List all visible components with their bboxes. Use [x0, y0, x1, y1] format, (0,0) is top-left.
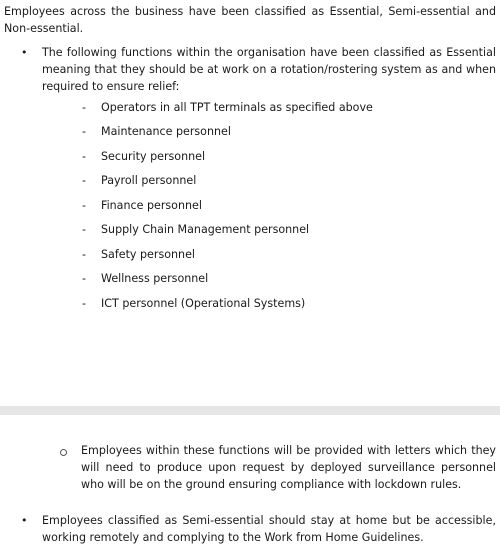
list-item — [0, 123, 420, 141]
list-item — [0, 295, 420, 313]
list-item — [0, 246, 420, 264]
sub-bullet-text: Employees within these functions will be provided with letters which they will need to produce upon request by deployed surveillance personnel who will be on the ground ensuring compliance with lockdown rules. — [81, 444, 496, 491]
list-item — [0, 221, 420, 239]
bullet-marker: • — [21, 46, 28, 59]
essential-bullet-text: The following functions within the organisation have been classified as Essential meaning that they should be at work on a rotation/rostering system as and when required to ensure relief: — [42, 46, 496, 93]
bullet-marker: • — [21, 514, 28, 527]
list-item — [0, 148, 420, 166]
function-label: Supply Chain Management personnel — [101, 223, 310, 236]
function-label: Safety personnel — [101, 248, 195, 261]
intro-paragraph: Employees across the business have been classified as Essential, Semi-essential and Non-essential. — [4, 5, 496, 35]
dash-marker: - — [82, 272, 87, 285]
dash-marker: - — [82, 248, 87, 261]
function-label: ICT personnel (Operational Systems) — [101, 297, 306, 310]
function-label: Payroll personnel — [101, 174, 197, 187]
list-item — [0, 270, 420, 288]
semi-essential-bullet-text: Employees classified as Semi-essential should stay at home but be accessible, working remotely and complying to the Work from Home Guidelines. — [42, 514, 496, 544]
function-label: Wellness personnel — [101, 272, 209, 285]
dash-marker: - — [82, 223, 87, 236]
dash-marker: - — [82, 199, 87, 212]
function-label: Security personnel — [101, 150, 206, 163]
function-label: Operators in all TPT terminals as specified above — [101, 101, 373, 114]
page-break-divider — [0, 406, 500, 415]
list-item — [0, 197, 420, 215]
function-label: Maintenance personnel — [101, 125, 231, 138]
sub-bullet-circle-icon — [60, 449, 67, 456]
function-label: Finance personnel — [101, 199, 202, 212]
dash-marker: - — [82, 125, 87, 138]
dash-marker: - — [82, 174, 87, 187]
list-item — [0, 172, 420, 190]
dash-marker: - — [82, 101, 87, 114]
dash-marker: - — [82, 150, 87, 163]
list-item — [0, 99, 420, 117]
dash-marker: - — [82, 297, 87, 310]
